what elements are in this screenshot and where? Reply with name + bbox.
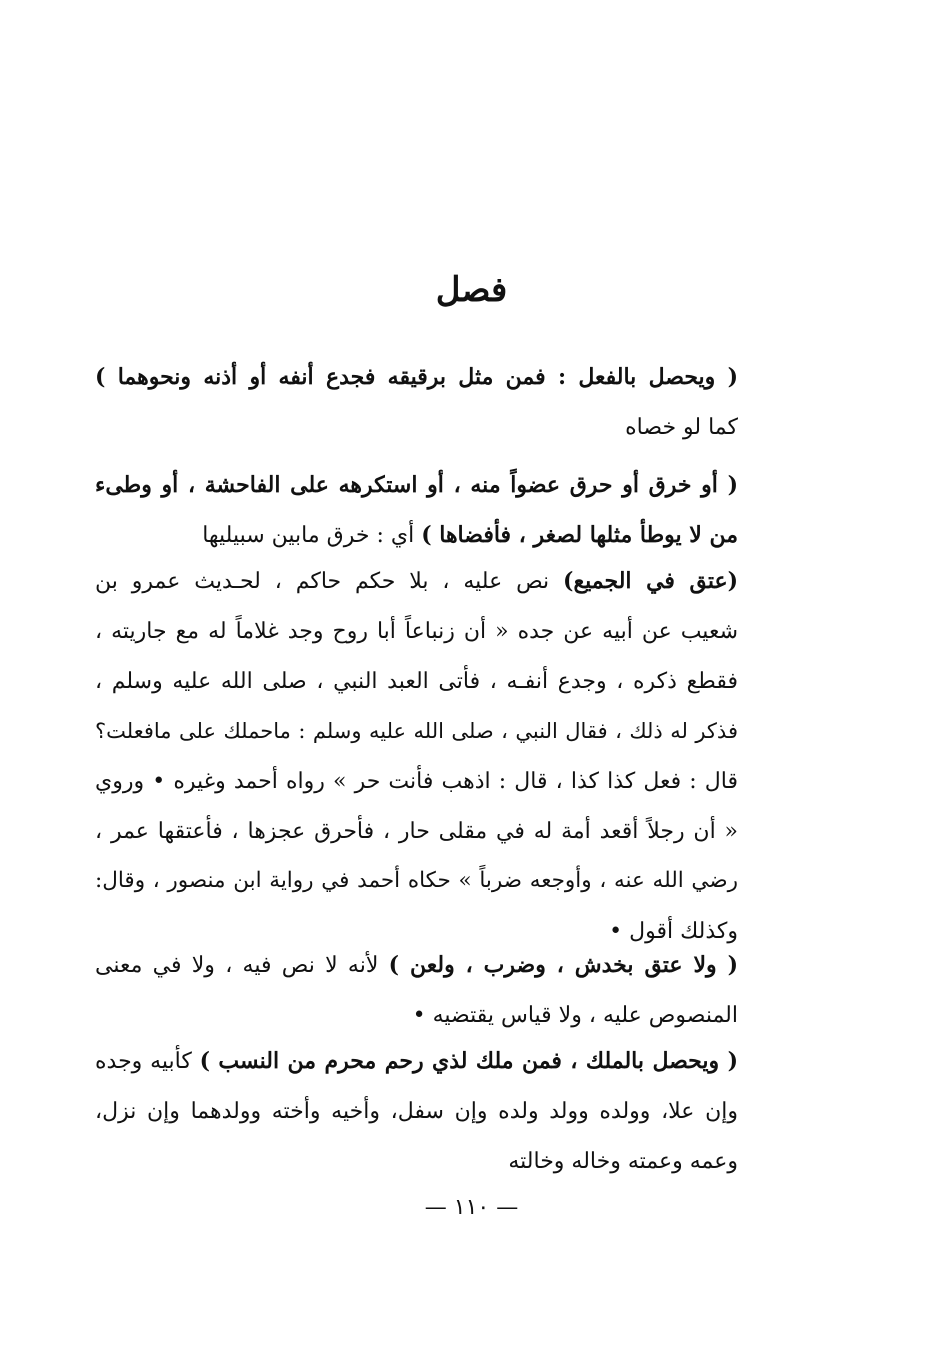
- normal-text: المنصوص عليه ، ولا قياس يقتضيه •: [412, 1003, 738, 1028]
- normal-text: كأبيه وجده: [95, 1049, 200, 1074]
- normal-text: « أن رجلاً أقعد أمة له في مقلى حار ، فأحرق عجزها ، فأعتقها عمر ،: [95, 819, 738, 844]
- text-line: [95, 940, 738, 990]
- normal-text: أي : خرق مابين سبيليها: [202, 523, 422, 548]
- normal-text: فقطع ذكره ، وجدع أنفـه ، فأتى العبد النبي ، صلى الله عليه وسلم ،: [95, 669, 738, 694]
- text-line: [95, 706, 738, 756]
- text-line: [95, 1136, 738, 1186]
- paragraph-2: [95, 460, 738, 560]
- page-number: — ١١٠ —: [424, 1195, 519, 1220]
- section-title: فصل: [435, 270, 508, 310]
- normal-text: كما لو خصاه: [625, 415, 738, 440]
- bold-text: من لا يوطأ مثلها لصغر ، فأفضاها ): [421, 522, 738, 548]
- normal-text: وإن علا، وولده وولد ولده وإن سفل، وأخيه وأخته وولدهما وإن نزل،: [95, 1099, 738, 1124]
- text-line: [95, 352, 738, 402]
- text-line: [95, 556, 738, 606]
- normal-text: قال : فعل كذا كذا ، قال : اذهب فأنت حر » رواه أحمد وغيره • وروي: [95, 769, 738, 794]
- text-line: [95, 402, 738, 452]
- text-line: [95, 856, 738, 906]
- text-line: [95, 806, 738, 856]
- text-line: [95, 990, 738, 1040]
- text-line: [95, 1036, 738, 1086]
- normal-text: وعمه وعمته وخاله وخالته: [508, 1149, 738, 1174]
- text-line: [95, 656, 738, 706]
- bold-text: ( ويحصل بالملك ، فمن ملك لذي رحم محرم من النسب ): [199, 1048, 738, 1074]
- paragraph-5: [95, 1036, 738, 1186]
- normal-text: نص عليه ، بلا حكم حاكم ، لحـديث عمرو بن: [95, 569, 564, 594]
- normal-text: رضي الله عنه ، وأوجعه ضرباً » حكاه أحمد في رواية ابن منصور ، وقال:: [95, 868, 738, 893]
- normal-text: وكذلك أقول •: [609, 919, 738, 944]
- text-line: [95, 606, 738, 656]
- bold-text: ( ويحصل بالفعل : فمن مثل برقيقه فجدع أنفه أو أذنه ونحوهما ): [95, 364, 738, 390]
- normal-text: فذكر له ذلك ، فقال النبي ، صلى الله عليه وسلم : ماحملك على مافعلت؟: [95, 719, 738, 743]
- normal-text: شعيب عن أبيه عن جده « أن زنباعاً أبا روح وجد غلاماً له مع جاريته ،: [95, 619, 738, 644]
- bold-text: (عتق في الجميع): [563, 568, 738, 594]
- bold-text: ( أو خرق أو حرق عضواً منه ، أو استكرهه على الفاحشة ، أو وطىء: [95, 472, 738, 498]
- paragraph-1: [95, 352, 738, 452]
- text-line: [95, 510, 738, 560]
- text-line: [95, 756, 738, 806]
- text-line: [95, 1086, 738, 1136]
- paragraph-3: [95, 556, 738, 956]
- bold-text: ( ولا عتق بخدش ، وضرب ، ولعن ): [388, 952, 738, 978]
- paragraph-4: [95, 940, 738, 1040]
- normal-text: لأنه لا نص فيه ، ولا في معنى: [95, 953, 389, 978]
- text-line: [95, 460, 738, 510]
